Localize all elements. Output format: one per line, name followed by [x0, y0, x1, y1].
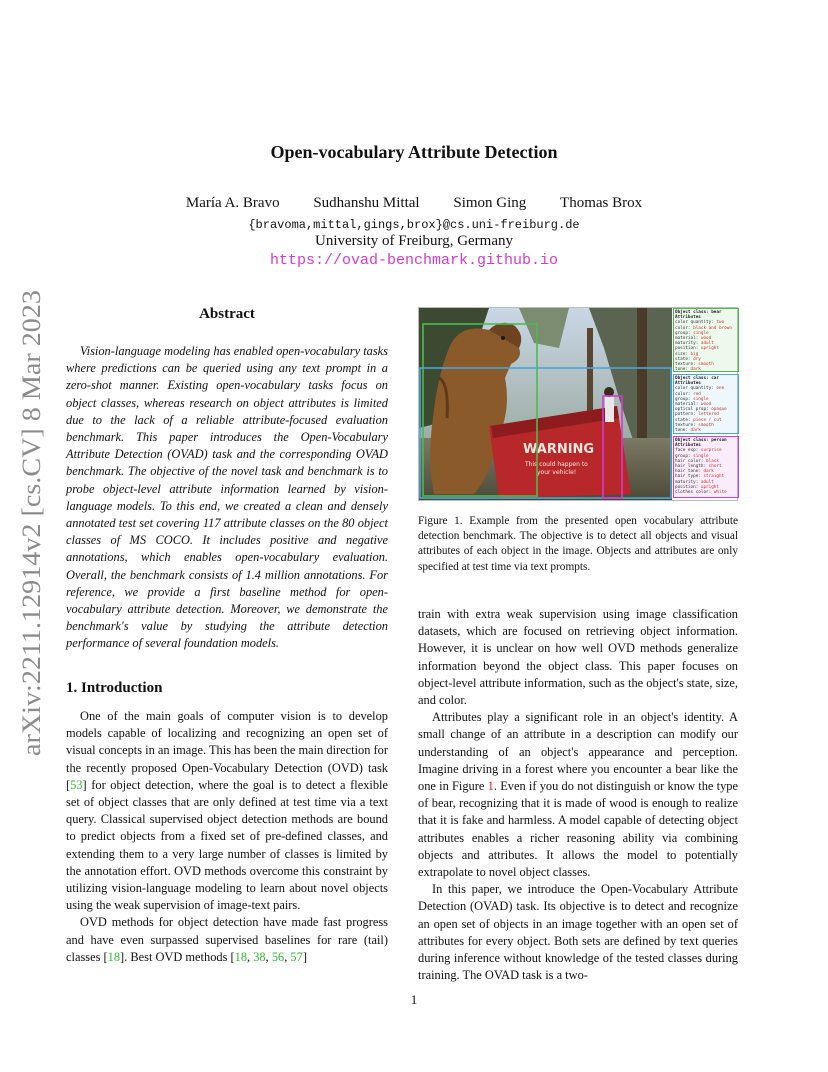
- panel-attribute-row: size: big: [675, 351, 699, 357]
- introduction-body: [66, 708, 388, 966]
- attribute-panel: [673, 436, 739, 498]
- author-name: Simon Ging: [453, 195, 527, 211]
- panel-attribute-row: tone: dark: [675, 367, 701, 372]
- panel-attribute-row: hair type: straight: [675, 474, 725, 480]
- introduction-body-continued: [418, 606, 738, 984]
- warning-sign-title: WARNING: [523, 442, 595, 457]
- panel-attributes-title: Attributes: [675, 381, 701, 387]
- panel-attribute-row: material: wood: [675, 336, 712, 342]
- panel-attribute-row: pattern: lettered: [675, 412, 719, 418]
- attribute-panels: [673, 308, 737, 500]
- figure-photo: [419, 308, 672, 500]
- panel-attribute-row: texture: smooth: [675, 362, 714, 368]
- author-list: [0, 195, 828, 212]
- abstract-text: Vision-language modeling has enabled open-vocabulary tasks where predictions can be queried using any text prompt in a zero-shot manner. Existing open-vocabulary tasks focus on object classes, whereas research on object attributes is limited due to the lack of a reliable attribute-focused evaluation benchmark. This paper introduces the Open-Vocabulary Attribute Detection (OVAD) task and the corresponding OVAD benchmark. The objective of the novel task and benchmark is to probe object-level attribute information learned by vision-language models. To this end, we created a clean and densely annotated test set covering 117 attribute classes on the 80 object classes of MS COCO. It includes positive and negative annotations, which enables open-vocabulary evaluation. Overall, the benchmark consists of 1.4 million annotations. For reference, we provide a first baseline method for open-vocabulary attribute detection. Moreover, we demonstrate the benchmark's value by studying the attribute detection performance of several foundation models.: [66, 344, 388, 651]
- panel-attribute-row: material: wood: [675, 402, 712, 408]
- project-url-link[interactable]: https://ovad-benchmark.github.io: [269, 252, 559, 269]
- panel-attribute-row: face exp: surprise: [675, 448, 722, 454]
- panel-attribute-row: hair length: short: [675, 464, 722, 470]
- panel-attribute-row: optical prop: opaque: [675, 407, 727, 413]
- attribute-panel: [673, 374, 739, 434]
- citation-link[interactable]: 18: [107, 949, 121, 964]
- panel-attribute-row: color: black and brown: [675, 325, 732, 331]
- arxiv-stamp: [12, 288, 48, 758]
- panel-attribute-row: group: single: [675, 396, 709, 402]
- panel-attribute-row: group: single: [675, 453, 709, 459]
- panel-attribute-row: color: red: [675, 391, 701, 397]
- author-emails: {bravoma,mittal,gings,brox}@cs.uni-freiburg.de: [248, 218, 580, 232]
- paragraph: Attributes play a significant role in an object's identity. A small change of an attribute in a description can modify our understanding of an object's appearance and perception. Imagine driving in a forest where you encounter a bear like the one in Figure 1. Even if you do not distinguish or know the type of bear, recognizing that it is made of wood is enough to realize that it is fake and harmless. A model capable of detecting object attributes enables a richer reasoning ability via combining objects and attributes. It allows the model to potentially extrapolate to novel object classes.: [418, 710, 738, 880]
- attribute-panel: [673, 308, 739, 372]
- figure-reference-link[interactable]: 1: [487, 779, 494, 794]
- panel-attribute-row: group: single: [675, 330, 709, 336]
- panel-object-class: Object class: car: [675, 376, 719, 381]
- abstract-heading: Abstract: [199, 306, 255, 322]
- paragraph: One of the main goals of computer vision is to develop models capable of localizing and recognizing an open set of visual concepts in an image. This has been the main direction for the recently proposed Open-Vocabulary Detection (OVD) task [53] for object detection, where the goal is to detect a flexible set of object classes that are only defined at test time via a text query. Classical supervised object detection methods are bound to predict objects from a fixed set of pre-defined classes, and extending them to a very large number of classes is limited by the annotation effort. OVD methods overcome this constraint by utilizing vision-language modeling to learn about novel objects using the weak supervision of image-text pairs.: [66, 709, 388, 913]
- panel-attribute-row: texture: smooth: [675, 422, 714, 428]
- panel-attribute-row: tone: dark: [675, 428, 701, 434]
- panel-attribute-row: color quantity: one: [675, 386, 725, 392]
- panel-attribute-row: hair color: black: [675, 458, 719, 464]
- arxiv-stamp-text: arXiv:2211.12914v2 [cs.CV] 8 Mar 2023: [17, 325, 46, 756]
- panel-attribute-row: position: upright: [675, 346, 719, 352]
- warning-sign-line: your vehicle!: [537, 469, 577, 476]
- page-number: 1: [410, 992, 418, 1007]
- panel-attribute-row: state: dry: [675, 356, 701, 362]
- panel-attribute-row: hair tone: dark: [675, 469, 714, 475]
- figure-caption: Figure 1. Example from the presented open vocabulary attribute detection benchmark. The objective is to detect all objects and visual attributes of each object in the image. Objects and attributes are only specified at test time via text prompts.: [418, 515, 738, 573]
- author-name: Thomas Brox: [560, 195, 643, 211]
- citation-link[interactable]: 53: [70, 777, 83, 792]
- panel-attribute-row: color quantity: two: [675, 320, 725, 326]
- paragraph: OVD methods for object detection have made fast progress and have even surpassed supervised baselines for rare (tail) classes [18]. Best OVD methods [18, 38, 56, 57]: [66, 915, 388, 964]
- panel-attribute-row: maturity: adult: [675, 341, 714, 347]
- citation-link[interactable]: 57: [290, 949, 303, 964]
- panel-object-class: Object class: bear: [675, 310, 722, 315]
- panel-attribute-row: maturity: adult: [675, 479, 714, 485]
- citation-link[interactable]: 18: [234, 949, 248, 964]
- section-heading-introduction: 1. Introduction: [66, 680, 163, 696]
- panel-attribute-row: position: upright: [675, 484, 719, 490]
- author-name: Sudhanshu Mittal: [313, 195, 420, 211]
- paragraph: In this paper, we introduce the Open-Vocabulary Attribute Detection (OVAD) task. Its objective is to detect and recognize an open set of objects in an image together with an open set of attributes for every object. Both sets are defined by text queries during inference without knowledge of the tested classes during training. The OVAD task is a two-: [418, 882, 738, 983]
- panel-attribute-row: state: piece / cut: [675, 417, 722, 423]
- paragraph: train with extra weak supervision using image classification datasets, which are focused on retrieving object information. However, it is unclear on how well OVD methods generalize information beyond the object class. This paper focuses on object-level attribute information, such as the object's state, size, and color.: [418, 607, 738, 708]
- panel-attributes-title: Attributes: [675, 315, 701, 321]
- author-name: María A. Bravo: [185, 195, 280, 211]
- figure-1: [418, 307, 738, 501]
- citation-link[interactable]: 38: [253, 949, 266, 964]
- panel-attribute-row: clothes color: white: [675, 490, 727, 496]
- paper-title: Open-vocabulary Attribute Detection: [270, 142, 558, 162]
- affiliation: University of Freiburg, Germany: [314, 233, 514, 249]
- warning-sign-line: This could happen to: [525, 461, 588, 468]
- panel-attributes-title: Attributes: [675, 443, 701, 449]
- citation-link[interactable]: 56: [271, 949, 285, 964]
- panel-object-class: Object class: person: [675, 438, 727, 443]
